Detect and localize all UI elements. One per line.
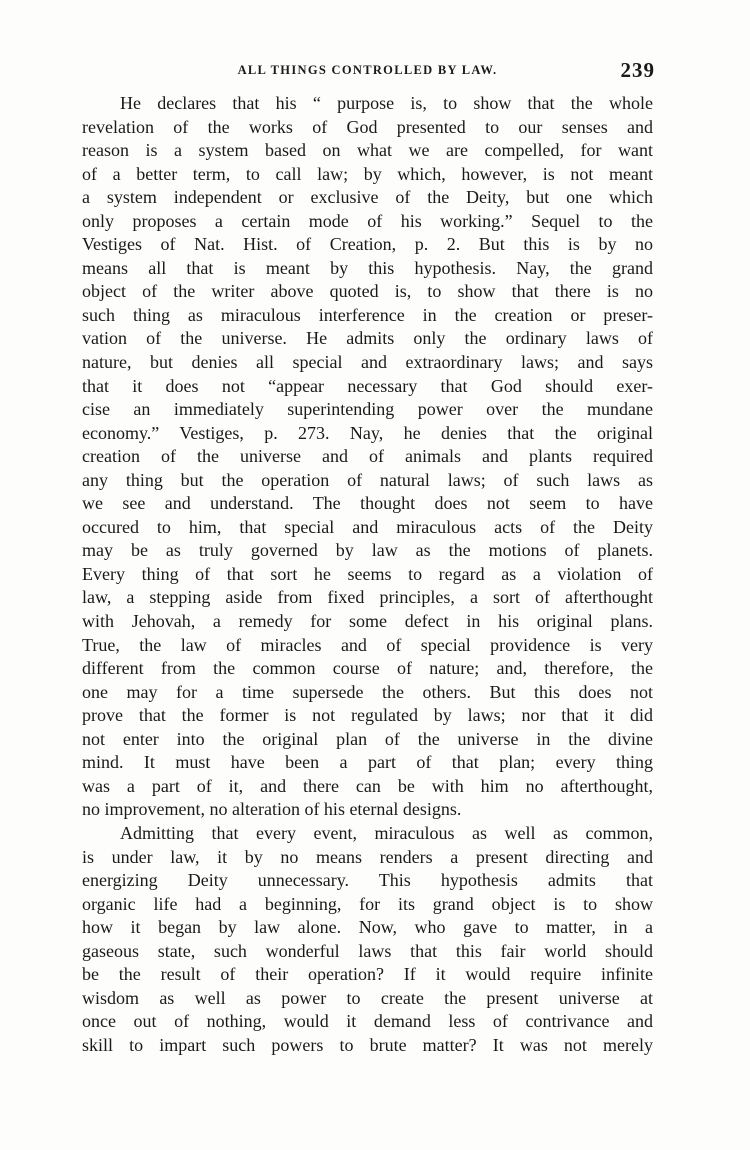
paragraph-1 <box>82 92 653 822</box>
text-body <box>82 92 653 1057</box>
text-line: is under law, it by no means renders a present directing and <box>82 846 653 867</box>
text-line: organic life had a beginning, for its grand object is to show <box>82 893 653 914</box>
paragraph-2 <box>82 822 653 1057</box>
text-line: He declares that his “ purpose is, to show that the whole <box>120 93 653 113</box>
text-line: economy.” Vestiges, p. 273. Nay, he denies that the original <box>82 422 653 443</box>
text-line: a system independent or exclusive of the Deity, but one which <box>82 187 653 208</box>
text-line: how it began by law alone. Now, who gave to matter, in a <box>82 917 653 938</box>
running-head <box>80 58 655 86</box>
running-title: ALL THINGS CONTROLLED BY LAW. <box>237 63 498 77</box>
text-line: occured to him, that special and miraculous acts of the Deity <box>82 516 653 537</box>
text-line: object of the writer above quoted is, to show that there is no <box>82 281 653 302</box>
text-line: reason is a system based on what we are compelled, for want <box>82 140 653 161</box>
text-line: not enter into the original plan of the universe in the divine <box>82 728 653 749</box>
text-line: Every thing of that sort he seems to regard as a violation of <box>82 563 653 584</box>
text-line: energizing Deity unnecessary. This hypothesis admits that <box>82 870 653 891</box>
text-line: no improvement, no alteration of his eternal designs. <box>82 799 462 820</box>
text-line: only proposes a certain mode of his working.” Sequel to the <box>82 210 653 231</box>
text-line: True, the law of miracles and of special providence is very <box>82 634 653 655</box>
text-line: once out of nothing, would it demand less of contrivance and <box>82 1011 653 1032</box>
text-line: creation of the universe and of animals and plants required <box>82 446 653 467</box>
text-line: different from the common course of nature; and, therefore, the <box>82 658 653 679</box>
text-line: skill to impart such powers to brute matter? It was not merely <box>82 1034 653 1055</box>
text-line: vation of the universe. He admits only the ordinary laws of <box>82 328 653 349</box>
text-line: of a better term, to call law; by which, however, is not meant <box>82 163 653 184</box>
text-line: nature, but denies all special and extraordinary laws; and says <box>82 352 653 373</box>
text-line: was a part of it, and there can be with him no afterthought, <box>82 775 653 796</box>
text-line: may be as truly governed by law as the motions of planets. <box>82 540 653 561</box>
text-line: one may for a time supersede the others. But this does not <box>82 681 653 702</box>
text-line: that it does not “appear necessary that God should exer- <box>82 375 653 396</box>
text-line: cise an immediately superintending power over the mundane <box>82 399 653 420</box>
text-line: revelation of the works of God presented to our senses and <box>82 116 653 137</box>
text-line: means all that is meant by this hypothesis. Nay, the grand <box>82 257 653 278</box>
page-number: 239 <box>620 58 655 82</box>
text-line: with Jehovah, a remedy for some defect in his original plans. <box>82 611 653 632</box>
text-line: be the result of their operation? If it would require infinite <box>82 964 653 985</box>
text-line: any thing but the operation of natural laws; of such laws as <box>82 469 653 490</box>
text-line: we see and understand. The thought does not seem to have <box>82 493 653 514</box>
text-line: wisdom as well as power to create the present universe at <box>82 987 653 1008</box>
text-line: Admitting that every event, miraculous as well as common, <box>120 822 653 843</box>
text-line: prove that the former is not regulated by laws; nor that it did <box>82 705 653 726</box>
text-line: gaseous state, such wonderful laws that this fair world should <box>82 940 653 961</box>
text-line: law, a stepping aside from fixed principles, a sort of afterthought <box>82 587 653 608</box>
text-line: Vestiges of Nat. Hist. of Creation, p. 2. But this is by no <box>82 234 653 255</box>
text-line: such thing as miraculous interference in the creation or preser- <box>82 304 653 325</box>
text-line: mind. It must have been a part of that plan; every thing <box>82 752 653 773</box>
